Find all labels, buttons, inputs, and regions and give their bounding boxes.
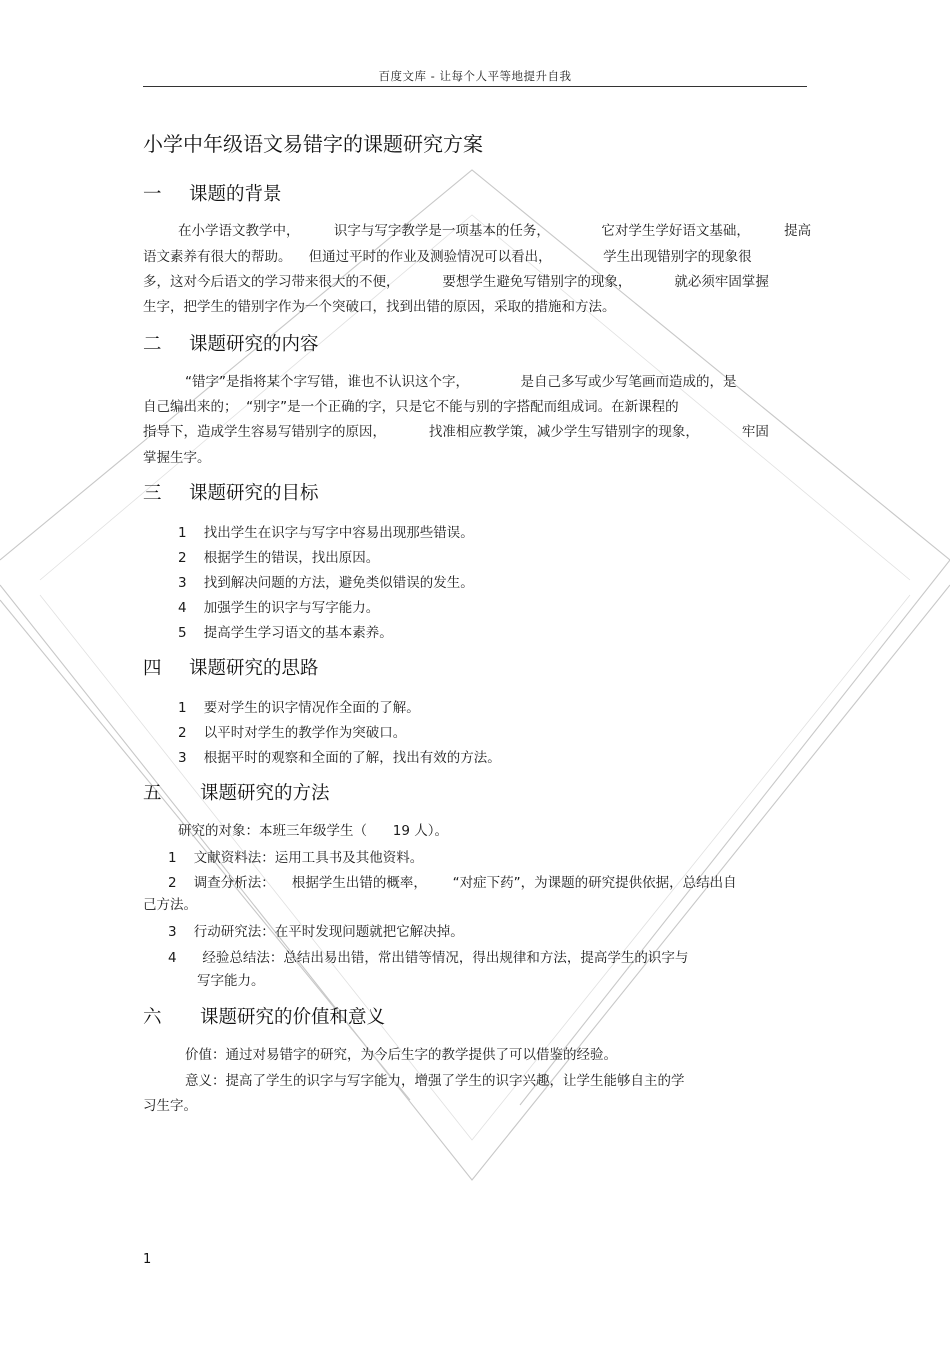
- page-number: 1: [143, 1252, 152, 1267]
- section-heading-1: [143, 180, 282, 206]
- section-number: 三: [143, 483, 162, 504]
- section-title: 课题研究的目标: [189, 483, 319, 504]
- section-title: 课题研究的价值和意义: [200, 1007, 386, 1028]
- list-item: 2 调查分析法： 根据学生出错的概率， “对症下药”，为课题的研究提供依据，总结出自: [168, 875, 737, 891]
- paragraph-line: 价值：通过对易错字的研究，为今后生字的教学提供了可以借鉴的经验。: [185, 1047, 617, 1063]
- paragraph-line: 语文素养有很大的帮助。 但通过平时的作业及测验情况可以看出， 学生出现错别字的现象很: [143, 249, 752, 265]
- section-number: 四: [143, 658, 162, 679]
- list-item: 2 根据学生的错误，找出原因。: [178, 550, 380, 566]
- list-item: 4 经验总结法：总结出易出错，常出错等情况，得出规律和方法，提高学生的识字与: [168, 950, 689, 966]
- list-item: 4 加强学生的识字与写字能力。: [178, 600, 380, 616]
- paragraph-line: 掌握生字。: [143, 450, 211, 466]
- section-number: 五: [143, 783, 162, 804]
- paragraph-line: 意义：提高了学生的识字与写字能力，增强了学生的识字兴趣，让学生能够自主的学: [185, 1073, 685, 1089]
- list-item: 2 以平时对学生的教学作为突破口。: [178, 725, 407, 741]
- section-heading-2: [143, 330, 319, 356]
- paragraph-line: “错字”是指将某个字写错，谁也不认识这个字， 是自己多写或少写笔画而造成的，是: [185, 374, 737, 390]
- section-number: 六: [143, 1007, 162, 1028]
- paragraph-line: 在小学语文教学中， 识字与写字教学是一项基本的任务， 它对学生学好语文基础， 提高: [178, 223, 812, 239]
- section-heading-5: [143, 779, 330, 805]
- paragraph-line: 研究的对象：本班三年级学生（ 19 人）。: [178, 823, 448, 839]
- page-header: 百度文库 - 让每个人平等地提升自我: [378, 69, 572, 83]
- section-heading-3: [143, 479, 319, 505]
- section-title: 课题研究的思路: [189, 658, 319, 679]
- paragraph-line: 指导下，造成学生容易写错别字的原因， 找准相应教学策，减少学生写错别字的现象， 牢固: [143, 424, 769, 440]
- list-item: 3 行动研究法：在平时发现问题就把它解决掉。: [168, 924, 464, 940]
- paragraph-line: 己方法。: [143, 897, 197, 913]
- section-title: 课题研究的内容: [189, 334, 319, 355]
- section-heading-6: [143, 1003, 385, 1029]
- list-item: 1 要对学生的识字情况作全面的了解。: [178, 700, 420, 716]
- list-item: 1 找出学生在识字与写字中容易出现那些错误。: [178, 525, 474, 541]
- document-title: 小学中年级语文易错字的课题研究方案: [143, 132, 483, 156]
- list-item: 5 提高学生学习语文的基本素养。: [178, 625, 393, 641]
- list-item: 1 文献资料法：运用工具书及其他资料。: [168, 850, 424, 866]
- list-item: 3 找到解决问题的方法，避免类似错误的发生。: [178, 575, 474, 591]
- paragraph-line: 写字能力。: [197, 973, 265, 989]
- section-number: 一: [143, 184, 162, 205]
- paragraph-line: 习生字。: [143, 1098, 197, 1114]
- section-title: 课题的背景: [189, 184, 282, 205]
- paragraph-line: 多，这对今后语文的学习带来很大的不便， 要想学生避免写错别字的现象， 就必须牢固掌握: [143, 274, 769, 290]
- header-divider: [143, 86, 807, 87]
- section-heading-4: [143, 654, 319, 680]
- paragraph-line: 生字，把学生的错别字作为一个突破口，找到出错的原因，采取的措施和方法。: [143, 299, 616, 315]
- paragraph-line: 自己编出来的； “别字”是一个正确的字，只是它不能与别的字搭配而组成词。在新课程的: [143, 399, 679, 415]
- section-number: 二: [143, 334, 162, 355]
- list-item: 3 根据平时的观察和全面的了解，找出有效的方法。: [178, 750, 501, 766]
- section-title: 课题研究的方法: [200, 783, 330, 804]
